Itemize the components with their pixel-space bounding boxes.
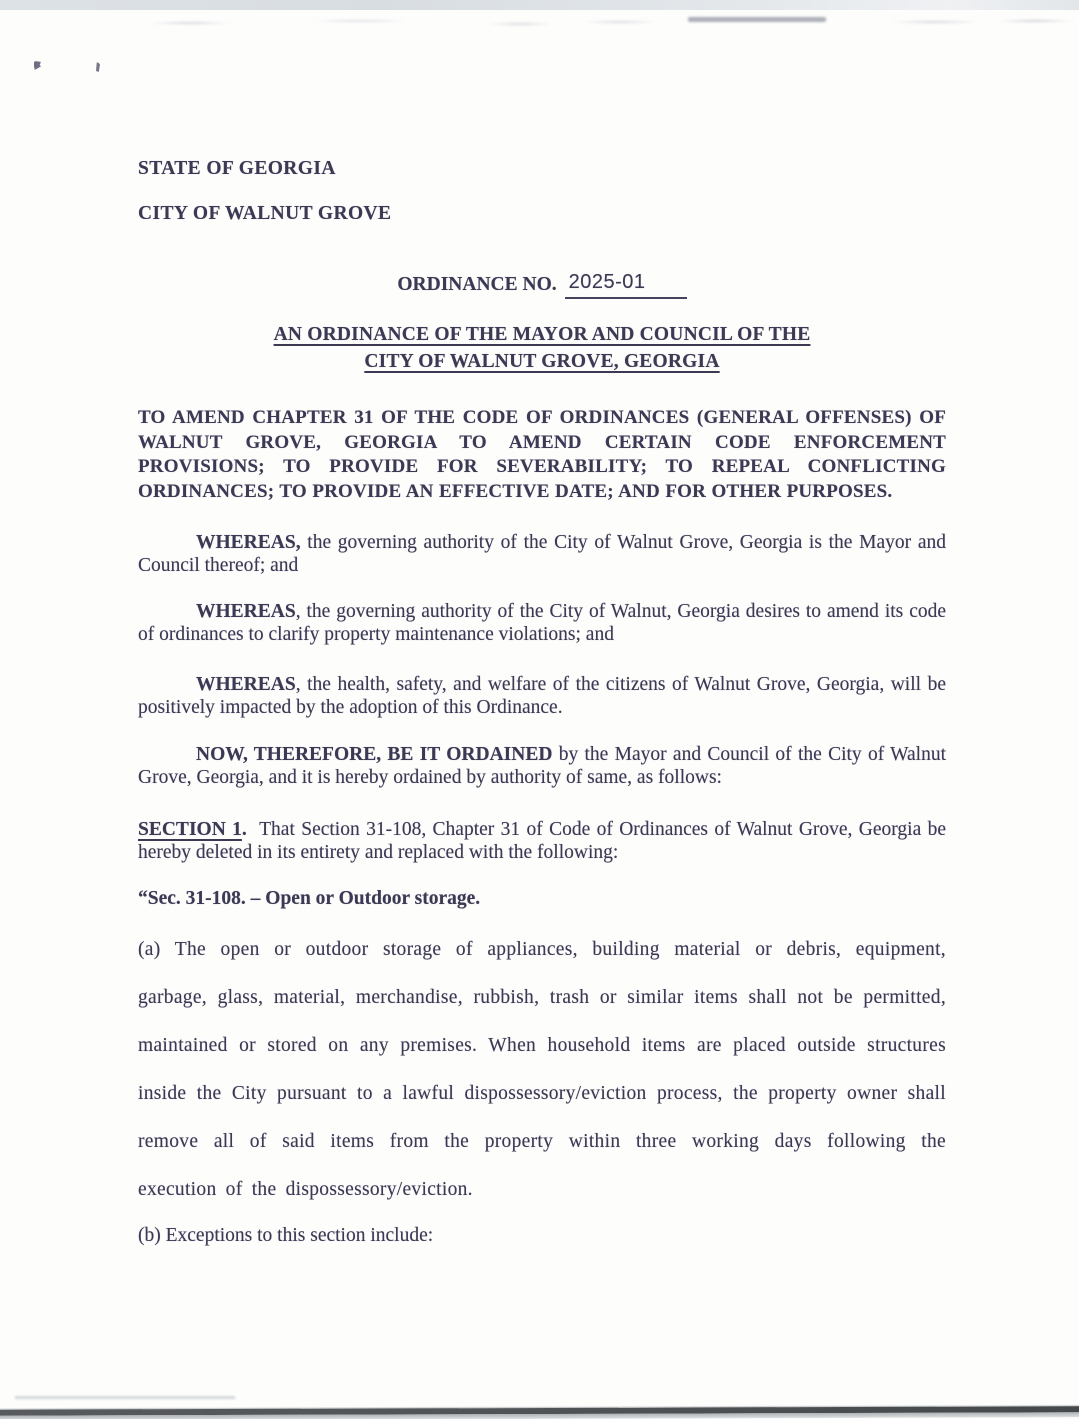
section-1-text: That Section 31-108, Chapter 31 of Code of Ordinances of Walnut Grove, Georgia be hereby deleted in its entirety and replaced with the following:: [138, 819, 946, 863]
state-line: STATE OF GEORGIA: [138, 158, 336, 179]
title-line-2: CITY OF WALNUT GROVE, GEORGIA: [364, 351, 720, 372]
ordinance-number-line: [138, 272, 946, 299]
paragraph-a: (a) The open or outdoor storage of appliances, building material or debris, equipment, garbage, glass, material, merchandise, rubbish, trash or similar items shall not be permitted, maintained or stored on any premises. When household items are placed outside structures inside the City pursuant to a lawful dispossessory/eviction process, the property owner shall remove all of said items from the property within three working days following the execution of the dispossessory/eviction.: [138, 939, 946, 1200]
enactment-clause: [138, 743, 946, 789]
scan-artifact-top-dash: [688, 17, 826, 22]
enactment-lead: NOW, THEREFORE, BE IT ORDAINED: [196, 744, 553, 765]
sec-31-108-heading: “Sec. 31-108. – Open or Outdoor storage.: [138, 888, 481, 909]
purpose-clause: TO AMEND CHAPTER 31 OF THE CODE OF ORDINANCES (GENERAL OFFENSES) OF WALNUT GROVE, GEORGIA TO AMEND CERTAIN CODE ENFORCEMENT PROVISIONS; TO PROVIDE FOR SEVERABILITY; TO REPEAL CONFLICTING ORDINANCES; TO PROVIDE AN EFFECTIVE DATE; AND FOR OTHER PURPOSES.: [138, 407, 946, 502]
whereas-text: the governing authority of the City of Walnut Grove, Georgia is the Mayor and Council thereof; and: [138, 532, 946, 576]
scan-artifact-ink-speck: [96, 62, 100, 72]
scan-artifact-bottom-edge-dark: [0, 1406, 1079, 1415]
whereas-lead: WHEREAS,: [196, 532, 301, 553]
scan-artifact-ink-speck: [34, 61, 41, 70]
enactment-text: by the Mayor and Council of the City of Walnut Grove, Georgia, and it is hereby ordained by authority of same, as follows:: [138, 744, 946, 788]
ordinance-number-label: ORDINANCE NO.: [397, 274, 557, 295]
scan-artifact-bottom-edge: [0, 1403, 1079, 1419]
scan-artifact-bottom-smudge: [15, 1396, 235, 1399]
ordinance-number-value: 2025-01: [568, 271, 646, 293]
title-line-1: AN ORDINANCE OF THE MAYOR AND COUNCIL OF THE: [273, 324, 811, 345]
whereas-clause-2: [138, 600, 946, 646]
scan-artifact-bottom-edge-light: [0, 1412, 1079, 1419]
section-1-label: SECTION 1: [138, 819, 242, 840]
scan-artifact-top-strip: [0, 0, 1079, 10]
whereas-clause-1: [138, 531, 946, 577]
whereas-text: , the health, safety, and welfare of the citizens of Walnut Grove, Georgia, will be positively impacted by the adoption of this Ordinance.: [138, 674, 946, 718]
city-line: CITY OF WALNUT GROVE: [138, 203, 392, 224]
section-1-paragraph: [138, 818, 946, 864]
paragraph-b: (b) Exceptions to this section include:: [138, 1225, 434, 1246]
whereas-lead: WHEREAS: [196, 674, 296, 695]
section-1-punct: .: [241, 819, 247, 840]
whereas-lead: WHEREAS: [196, 601, 296, 622]
whereas-text: , the governing authority of the City of Walnut, Georgia desires to amend its code of ordinances to clarify property maintenance violations; and: [138, 601, 946, 645]
ordinance-number-blank: [565, 272, 687, 299]
whereas-clause-3: [138, 673, 946, 719]
ordinance-title: [138, 321, 946, 375]
scan-artifact-top-noise: [0, 15, 1079, 31]
